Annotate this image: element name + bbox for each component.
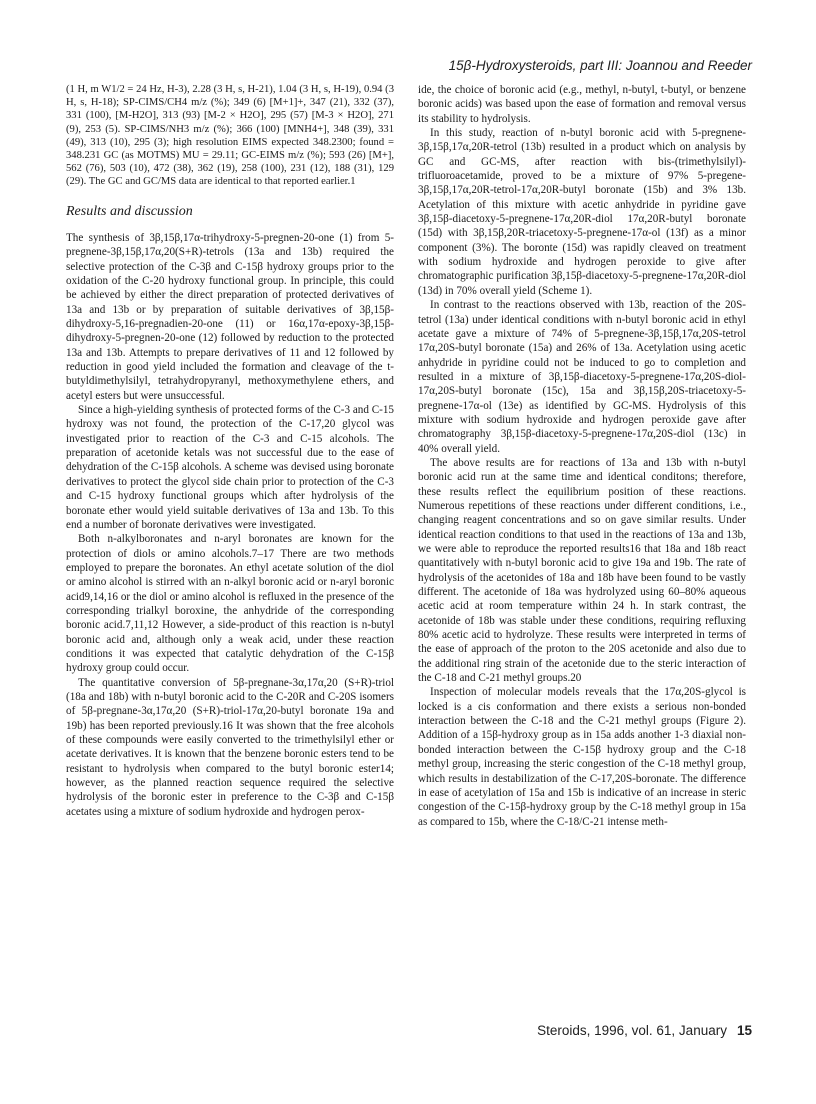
page-footer	[537, 1023, 752, 1038]
body-paragraph: The above results are for reactions of 13a and 13b with n-butyl boronic acid run at the same time and identical conditons; therefore, these results reflect the equilibrium position of these reactions. Numerous repetitions of these reactions under different conditions, i.e., changing reagent concentrations and so on gave similar results. Under identical reaction conditions to that used in the reactions of 13a and 13b, we were able to reproduce the reported results16 that 18a and 18b react quantitatively with n-butyl boronic acid to give 19a and 19b. The rate of hydrolysis of the acetonides of 18a and 18b have been found to be vastly different. The acetonide of 18a was hydrolyzed using 60–80% aqueous acetic acid at room temperature within 24 h. In stark contrast, the acetonide of 18b was stable under these conditions, requiring refluxing 80% acetic acid to hydrolyze. These results were interpreted in terms of the ease of approach of the proton to the 20S acetonide and also due to the additional ring strain of the acetonide due to the steric interaction of the C-18 and C-21 methyl groups.20	[418, 456, 746, 685]
right-column	[418, 83, 746, 829]
body-paragraph: ide, the choice of boronic acid (e.g., methyl, n-butyl, t-butyl, or benzene boronic acids) was based upon the ease of formation and removal versus its stability to hydrolysis.	[418, 84, 746, 125]
body-paragraph: Inspection of molecular models reveals that the 17α,20S-glycol is locked is a cis conformation and there exists a serious non-bonded interaction between the C-18 and the C-21 methyl groups (Figure 2). Addition of a 15β-hydroxy group as in 15a adds another 1-3 diaxial non-bonded interaction between the C-15β hydroxy group and the C-18 methyl group, increasing the steric congestion of the C-18 methyl group, which results in destabilization of the C-17,20S-boronate. The difference in ease of acetylation of 15a and 15b is indicative of an increase in steric congestion of the C-15β-hydroxy group by the C-18 methyl group in 15a as compared to 15b, where the C-18/C-21 intense meth-	[418, 686, 746, 828]
body-paragraph: In contrast to the reactions observed with 13b, reaction of the 20S-tetrol (13a) under identical conditions with n-butyl boronic acid in ethyl acetate gave a mixture of 74% of 5-pregnene-3β,15β,17α,20S-tetrol 17α,20S-butyl boronate (15a) and 26% of 13a. Acetylation using acetic anhydride in pyridine could not be induced to go to completion and resulted in a mixture of 3β,15β-diacetoxy-5-pregnene-17α,20S-diol-17α,20S-butyl boronate (15c), 15a and 3β,15β,20S-triacetoxy-5-pregnene-17α-ol (13e) as identified by GC-MS. Hydrolysis of this mixture with sodium hydroxide and hydrogen peroxide gave after chromatography 3β,15β-diacetoxy-5-pregnene-17α,20S-diol (13c) in 40% overall yield.	[418, 299, 746, 455]
journal-citation: Steroids, 1996, vol. 61, January	[537, 1023, 727, 1038]
body-paragraph: Both n-alkylboronates and n-aryl boronates are known for the protection of diols or amino alcohols.7–17 There are two methods employed to prepare the boronates. An ethyl acetate solution of the diol or amino alcohol is stirred with an n-alkyl boronic acid or n-aryl boronic acid9,14,16 or the diol or amino alcohol is refluxed in the presence of the corresponding trialkyl boroxine, the anhydride of the corresponding boronic acid.7,11,12 However, a side-product of this reaction is n-butyl boronic acid and, although only a weak acid, under these reaction conditions it was expected that catalytic dehydration of the C-15β hydroxy group could occur.	[66, 533, 394, 675]
body-paragraph: The synthesis of 3β,15β,17α-trihydroxy-5-pregnen-20-one (1) from 5-pregnene-3β,15β,17α,20(S+R)-tetrols (13a and 13b) required the selective protection of the C-3β and C-15β hydroxy groups prior to the oxidation of the C-20 hydroxy functional group. In principle, this could be achieved by either the direct preparation of protected derivatives of 13a and 13b or by preparation of suitable derivatives of 3β,15β-dihydroxy-5,16-pregnadien-20-one (11) or 16α,17α-epoxy-3β,15β-dihydroxy-5-pregnen-20-one (12) followed by reduction to the protected 13a and 13b. Attempts to prepare derivatives of 11 and 12 followed by reduction in good yield included the formation and cleavage of the t-butyldimethylsilyl, tetrahydropyranyl, methoxymethylene ethers, and acetyl esters but were unsuccessful.	[66, 231, 394, 402]
page-number: 15	[736, 1023, 752, 1038]
body-paragraph: Since a high-yielding synthesis of protected forms of the C-3 and C-15 hydroxy was not found, the protection of the C-17,20 glycol was investigated prior to reaction of the C-3 and C-15 alcohols. The preparation of acetonide ketals was not successful due to the ease of dehydration of the C-15β alcohols. A scheme was devised using boronate derivatives to protect the glycol side chain prior to protection of the C-3 and C-15 hydroxy functional groups which after hydrolysis of the boronate ether would yield suitable derivatives of 13a and 13b. To this end a number of boronate derivatives were investigated.	[66, 404, 394, 531]
experimental-data-paragraph: (1 H, m W1/2 = 24 Hz, H-3), 2.28 (3 H, s, H-21), 1.04 (3 H, s, H-19), 0.94 (3 H, s, H-18); SP-CIMS/CH4 m/z (%); 349 (6) [M+1]+, 347 (21), 332 (37), 331 (100), [M-H2O], 313 (93) [M-2 × H2O], 295 (57) [M-3 × H2O], 271 (9), 253 (5). SP-CIMS/NH3 m/z (%); 366 (100) [MNH4+], 348 (39), 331 (49), 313 (10), 295 (3); high resolution EIMS expected 348.2300; found = 348.231 GC (as MOTMS) MU = 29.11; GC-EIMS m/z (%); 593 (26) [M+], 562 (76), 503 (10), 472 (38), 362 (19), 258 (100), 231 (12), 188 (31), 129 (29). The GC and GC/MS data are identical to that reported earlier.1	[66, 84, 394, 188]
body-paragraph: The quantitative conversion of 5β-pregnane-3α,17α,20 (S+R)-triol (18a and 18b) with n-butyl boronic acid to the C-20R and C-20S isomers of 5β-pregnane-3α,17α,20 (S+R)-triol-17α,20-butyl boronate 19a and 19b) has been reported previously.16 It was shown that the free alcohols of these compounds were easily converted to the trimethylsilyl ether or acetate derivatives. It is known that the benzene boronic esters tend to be resistant to hydrolysis when compared to the butyl boronic ester14; however, as the planned reaction sequence required the selective hydrolysis of the boronic ester in preference to the C-3β and C-15β acetates using a mixture of sodium hydroxide and hydrogen perox-	[66, 676, 394, 818]
section-heading: Results and discussion	[66, 203, 193, 219]
left-column	[66, 83, 394, 819]
body-paragraph: In this study, reaction of n-butyl boronic acid with 5-pregnene-3β,15β,17α,20R-tetrol (13b) resulted in a product which on analysis by GC and GC-MS, after reaction with bis-(trimethylsilyl)-trifluoroacetamide, proved to be a mixture of 97% 5-pregene-3β,15β,17α,20R-tetrol-17α,20R-butyl boronate (15b) and 3% 13b. Acetylation of this mixture with acetic anhydride in pyridine gave 3β,15β-diacetoxy-5-pregnene-17α,20R-diol 17α,20R-butyl boronate (15d) with 3β,15β,20R-triacetoxy-5-pregnene-17α-ol (13f) as a minor component (3%). The boronte (15d) was rapidly cleaved on treatment with sodium hydroxide and hydrogen peroxide to give after chromatographic purification 3β,15β-diacetoxy-5-pregnene-17α,20R-diol (13d) in 70% overall yield (Scheme 1).	[418, 127, 746, 297]
running-header: 15β-Hydroxysteroids, part III: Joannou and Reeder	[448, 58, 752, 73]
